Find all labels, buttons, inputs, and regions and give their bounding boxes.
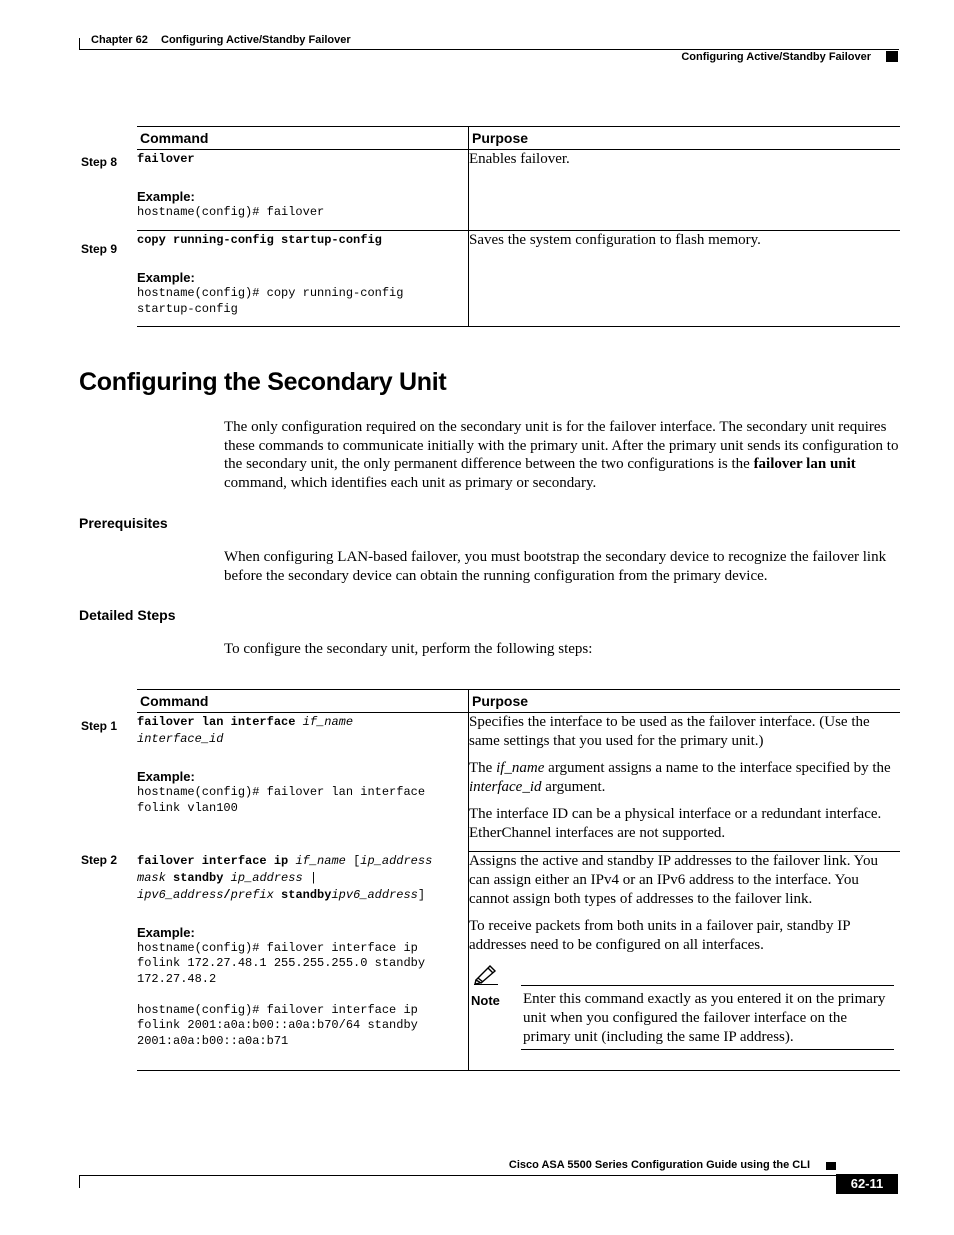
purpose-text: To receive packets from both units in a failover pair, standby IP addresses need to be configured on all interfaces. [469, 918, 851, 953]
example-code: hostname(config)# failover lan interface folink vlan100 [137, 785, 426, 815]
prerequisites-heading: Prerequisites [79, 515, 168, 531]
example-label: Example: [137, 189, 195, 204]
note-rule-top [521, 985, 894, 986]
command-table-2 [137, 689, 900, 1071]
note-rule-bottom [521, 1049, 894, 1050]
command-text: failover interface ip if_name [ip_address mask standby ip_address | ipv6_address/prefix standbyipv6_address] [137, 853, 433, 902]
header-chapter-title: Configuring Active/Standby Failover [161, 34, 351, 46]
step-9-label: Step 9 [81, 242, 118, 256]
example-label: Example: [137, 769, 195, 784]
table-row [137, 852, 900, 1071]
column-header-command: Command [137, 690, 469, 713]
pencil-icon [473, 963, 499, 985]
table-row [137, 231, 900, 327]
column-header-purpose: Purpose [469, 690, 901, 713]
step-8-label: Step 8 [81, 155, 118, 169]
command-text: copy running-config startup-config [137, 233, 382, 247]
footer-rule-left [79, 1175, 80, 1188]
column-header-command: Command [137, 127, 469, 150]
purpose-text: The if_name argument assigns a name to the interface specified by the interface_id argument. [469, 760, 891, 795]
example-label: Example: [137, 924, 195, 940]
example-code: hostname(config)# failover interface ip folink 172.27.48.1 255.255.255.0 standby 172.27.48.2 hostname(config)# failover interface ip folink 2001:a0a:b00::a0a:b70/64 standby 2001:a0a:b00::a0a:b71 [137, 940, 426, 1048]
steps-intro-text: To configure the secondary unit, perform the following steps: [224, 641, 593, 657]
header-section-title: Configuring Active/Standby Failover [681, 51, 871, 63]
example-code: hostname(config)# copy running-config startup-config [137, 286, 404, 316]
header-marker-block [886, 51, 898, 62]
section-title: Configuring the Secondary Unit [79, 368, 447, 396]
footer-rule [79, 1175, 836, 1176]
header-rule [79, 49, 899, 50]
note-label: Note [471, 993, 500, 1008]
purpose-text: Assigns the active and standby IP addresses to the failover link. You can assign either an IPv4 or an IPv6 address to the interface. You cannot assign both types of addresses to the failover link. [469, 853, 878, 907]
purpose-text: The interface ID can be a physical interface or a redundant interface. EtherChannel interfaces are not supported. [469, 806, 882, 841]
intro-command: failover lan unit [753, 456, 856, 472]
prerequisites-text: When configuring LAN-based failover, you must bootstrap the secondary device to recognize the failover link before the secondary device can obtain the running configuration from the primary device. [224, 549, 887, 584]
step-1-label: Step 1 [81, 719, 118, 733]
command-table-1 [137, 126, 900, 327]
step-2-label: Step 2 [81, 853, 118, 867]
intro-paragraph [224, 418, 900, 492]
header-chapter-label: Chapter 62 [91, 34, 148, 46]
page-number: 62-11 [836, 1174, 898, 1194]
command-text: failover lan interface if_name interface_id [137, 715, 354, 746]
table-row [137, 150, 900, 231]
command-text: failover [137, 152, 195, 166]
intro-text-end: command, which identifies each unit as primary or secondary. [224, 474, 597, 491]
note-text: Enter this command exactly as you entered it on the primary unit when you configured the failover interface on the primary unit (including the same IP address). [523, 991, 886, 1045]
detailed-steps-heading: Detailed Steps [79, 607, 176, 623]
purpose-text: Saves the system configuration to flash memory. [469, 232, 761, 248]
footer-guide-title: Cisco ASA 5500 Series Configuration Guide using the CLI [508, 1159, 810, 1171]
purpose-text: Specifies the interface to be used as the failover interface. (Use the same settings that you used for the primary unit.) [469, 714, 870, 749]
note-box [469, 963, 900, 1055]
intro-text: The only configuration required on the secondary unit is for the failover interface. The secondary unit requires these commands to communicate initially with the primary unit. After the primary unit sends its configuration to the secondary unit, the only permanent difference between the two configurations is the [224, 419, 899, 472]
purpose-text: Enables failover. [469, 151, 570, 167]
example-code: hostname(config)# failover [137, 205, 325, 219]
example-label: Example: [137, 270, 195, 285]
table-row [137, 713, 900, 852]
footer-marker [826, 1162, 836, 1170]
column-header-purpose: Purpose [469, 127, 901, 150]
